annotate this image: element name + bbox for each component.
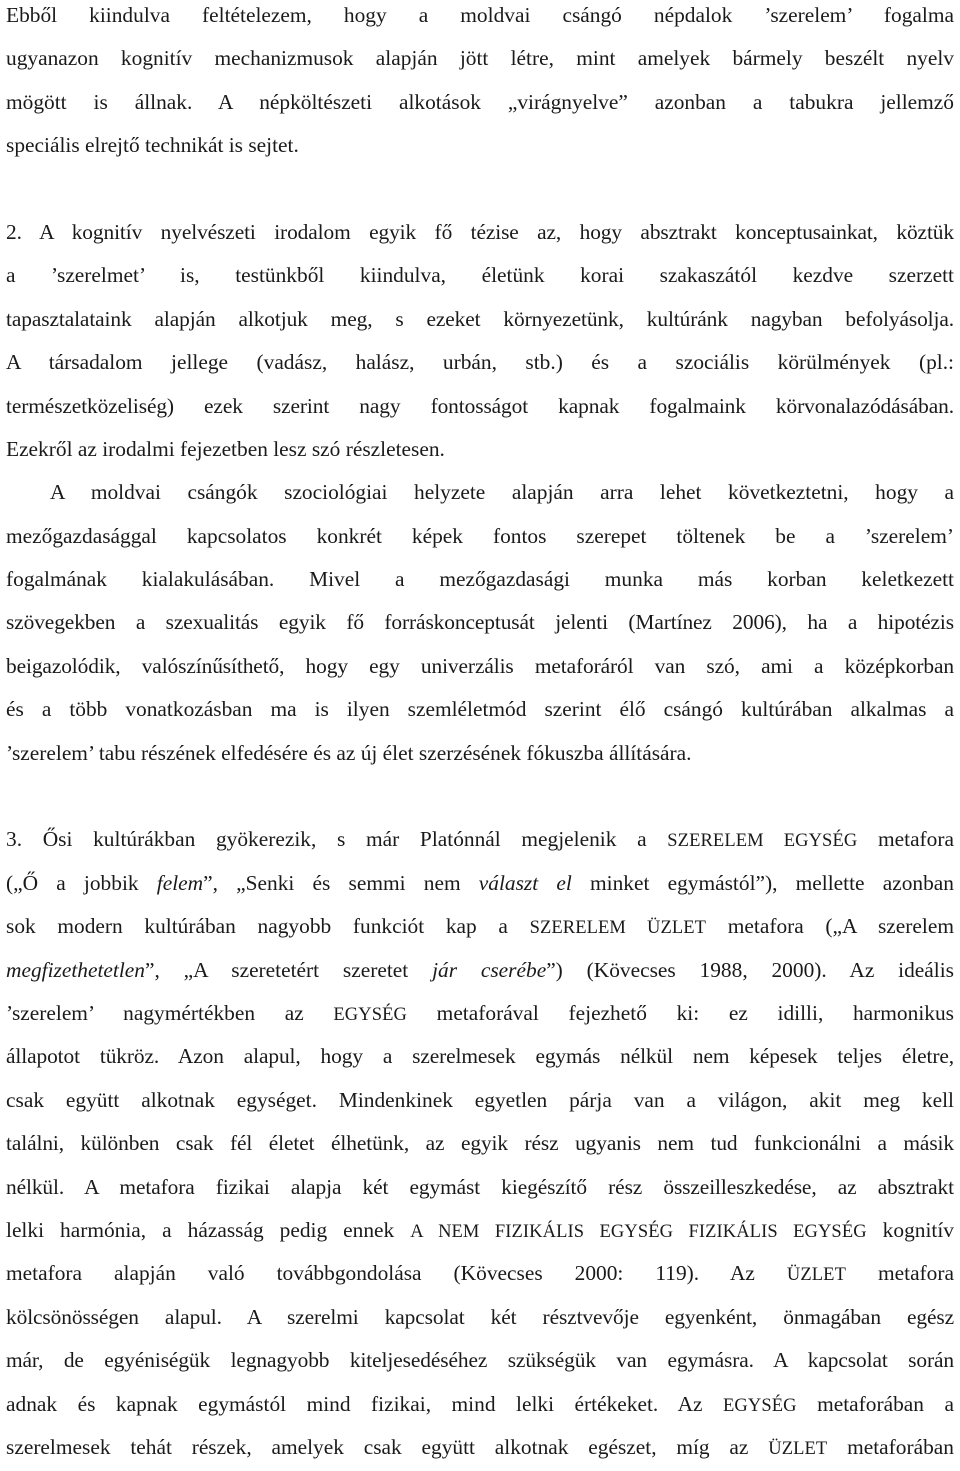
text-line xyxy=(6,1383,954,1426)
text-line: Ezekről az irodalmi fejezetben lesz szó részletesen. xyxy=(6,436,445,461)
italic-text: jár cserébe xyxy=(432,957,547,982)
text-line: szövegekben a szexualitás egyik fő forráskonceptusát jelenti (Martínez 2006), ha a hipotézis xyxy=(6,610,954,635)
text-line xyxy=(6,949,954,992)
document-page xyxy=(6,0,954,1469)
text-line: csak együtt alkotnak egységet. Mindenkinek egyetlen párja van a világon, akit meg kell xyxy=(6,1087,954,1112)
text-run: metafora („A szerelem xyxy=(706,914,954,939)
text-run: minket egymástól”), mellette azonban xyxy=(571,870,954,895)
text-line: már, de egyéniségük legnagyobb kiteljesedéséhez szükségük van egymásra. A kapcsolat során xyxy=(6,1348,954,1373)
metaphor-term: EGYSÉG xyxy=(333,1004,407,1025)
metaphor-term: ÜZLET xyxy=(768,1438,828,1459)
italic-text: választ el xyxy=(478,870,572,895)
text-line: beigazolódik, valószínűsíthető, hogy egy univerzális metaforáról van szó, ami a középkorban xyxy=(6,653,954,678)
paragraph-spacer xyxy=(6,168,954,211)
metaphor-term: EGYSÉG xyxy=(723,1395,797,1416)
text-line: állapotot tükröz. Azon alapul, hogy a szerelmesek egymás nélkül nem képesek teljes életre, xyxy=(6,1044,954,1069)
text-run: metaforában xyxy=(827,1434,954,1459)
text-line: mezőgazdasággal kapcsolatos konkrét képek fontos szerepet töltenek be a ’szerelem’ xyxy=(6,523,954,548)
text-run: metafora xyxy=(857,827,954,852)
text-line xyxy=(6,992,954,1035)
paragraph-3 xyxy=(6,471,954,775)
text-line: nélkül. A metafora fizikai alapja két egymást kiegészítő rész összeilleszkedése, az absztrakt xyxy=(6,1174,954,1199)
text-line: 2. A kognitív nyelvészeti irodalom egyik fő tézise az, hogy absztrakt konceptusainkat, köztük xyxy=(6,219,954,244)
text-run: metafora alapján való továbbgondolása (Kövecses 2000: 119). Az xyxy=(6,1261,787,1286)
italic-text: felem xyxy=(156,870,204,895)
text-run: („Ő a jobbik xyxy=(6,870,157,895)
text-line: mögött is állnak. A népköltészeti alkotások „virágnyelve” azonban a tabukra jellemző xyxy=(6,89,954,114)
text-run: ”, „Senki és semmi nem xyxy=(203,870,479,895)
metaphor-term: SZERELEM EGYSÉG xyxy=(667,831,858,852)
text-line xyxy=(6,1209,954,1252)
text-line: találni, különben csak fél életet élhetünk, az egyik rész ugyanis nem tud funkcionálni a másik xyxy=(6,1131,954,1156)
paragraph-4 xyxy=(6,818,954,1469)
text-line xyxy=(6,862,954,905)
text-line: és a több vonatkozásban ma is ilyen szemléletmód szerint élő csángó kultúrában alkalmas a xyxy=(6,697,954,722)
text-run: metafora xyxy=(845,1261,954,1286)
text-line: A moldvai csángók szociológiai helyzete alapján arra lehet következtetni, hogy a xyxy=(50,480,954,505)
paragraph-spacer xyxy=(6,775,954,818)
text-line: természetközeliség) ezek szerint nagy fontosságot kapnak fogalmaink körvonalazódásában. xyxy=(6,393,954,418)
text-run: lelki harmónia, a házasság pedig ennek xyxy=(6,1217,411,1242)
text-line: fogalmának kialakulásában. Mivel a mezőgazdasági munka más korban keletkezett xyxy=(6,567,954,592)
italic-text: megfizethetetlen xyxy=(6,957,145,982)
text-run: 3. Ősi kultúrákban gyökerezik, s már Platónnál megjelenik a xyxy=(6,827,668,852)
text-line: tapasztalataink alapján alkotjuk meg, s ezeket környezetünk, kultúránk nagyban befolyásolja. xyxy=(6,306,954,331)
text-line: kölcsönösségen alapul. A szerelmi kapcsolat két résztvevője egyenként, önmagában egész xyxy=(6,1304,954,1329)
paragraph-1 xyxy=(6,0,954,168)
text-line: ’szerelem’ tabu részének elfedésére és az új élet szerzésének fókuszba állítására. xyxy=(6,740,692,765)
text-line: A társadalom jellege (vadász, halász, urbán, stb.) és a szociális körülmények (pl.: xyxy=(6,350,954,375)
text-run: ”, „A szeretetért szeretet xyxy=(145,957,433,982)
metaphor-term: ÜZLET xyxy=(786,1265,846,1286)
text-line xyxy=(6,818,954,861)
text-run: sok modern kultúrában nagyobb funkciót kap a xyxy=(6,914,530,939)
text-run: kognitív xyxy=(866,1217,954,1242)
text-line xyxy=(6,1252,954,1295)
metaphor-term: A NEM FIZIKÁLIS EGYSÉG FIZIKÁLIS EGYSÉG xyxy=(410,1221,867,1242)
text-run: szerelmesek tehát részek, amelyek csak együtt alkotnak egészet, míg az xyxy=(6,1434,769,1459)
text-run: metaforával fejezhető ki: ez idilli, harmonikus xyxy=(406,1000,954,1025)
text-line: Ebből kiindulva feltételezem, hogy a moldvai csángó népdalok ’szerelem’ fogalma xyxy=(6,3,954,27)
text-run: ’szerelem’ nagymértékben az xyxy=(6,1000,334,1025)
text-line: speciális elrejtő technikát is sejtet. xyxy=(6,133,299,158)
text-line xyxy=(6,905,954,948)
paragraph-2 xyxy=(6,211,954,471)
text-line xyxy=(6,1426,954,1469)
metaphor-term: SZERELEM ÜZLET xyxy=(529,918,707,939)
text-run: metaforában a xyxy=(796,1391,954,1416)
text-run: ”) (Kövecses 1988, 2000). Az ideális xyxy=(546,957,954,982)
text-line: a ’szerelmet’ is, testünkből kiindulva, életünk korai szakaszától kezdve szerzett xyxy=(6,263,954,288)
text-line: ugyanazon kognitív mechanizmusok alapján jött létre, mint amelyek bármely beszélt nyelv xyxy=(6,46,954,71)
text-run: adnak és kapnak egymástól mind fizikai, mind lelki értékeket. Az xyxy=(6,1391,724,1416)
